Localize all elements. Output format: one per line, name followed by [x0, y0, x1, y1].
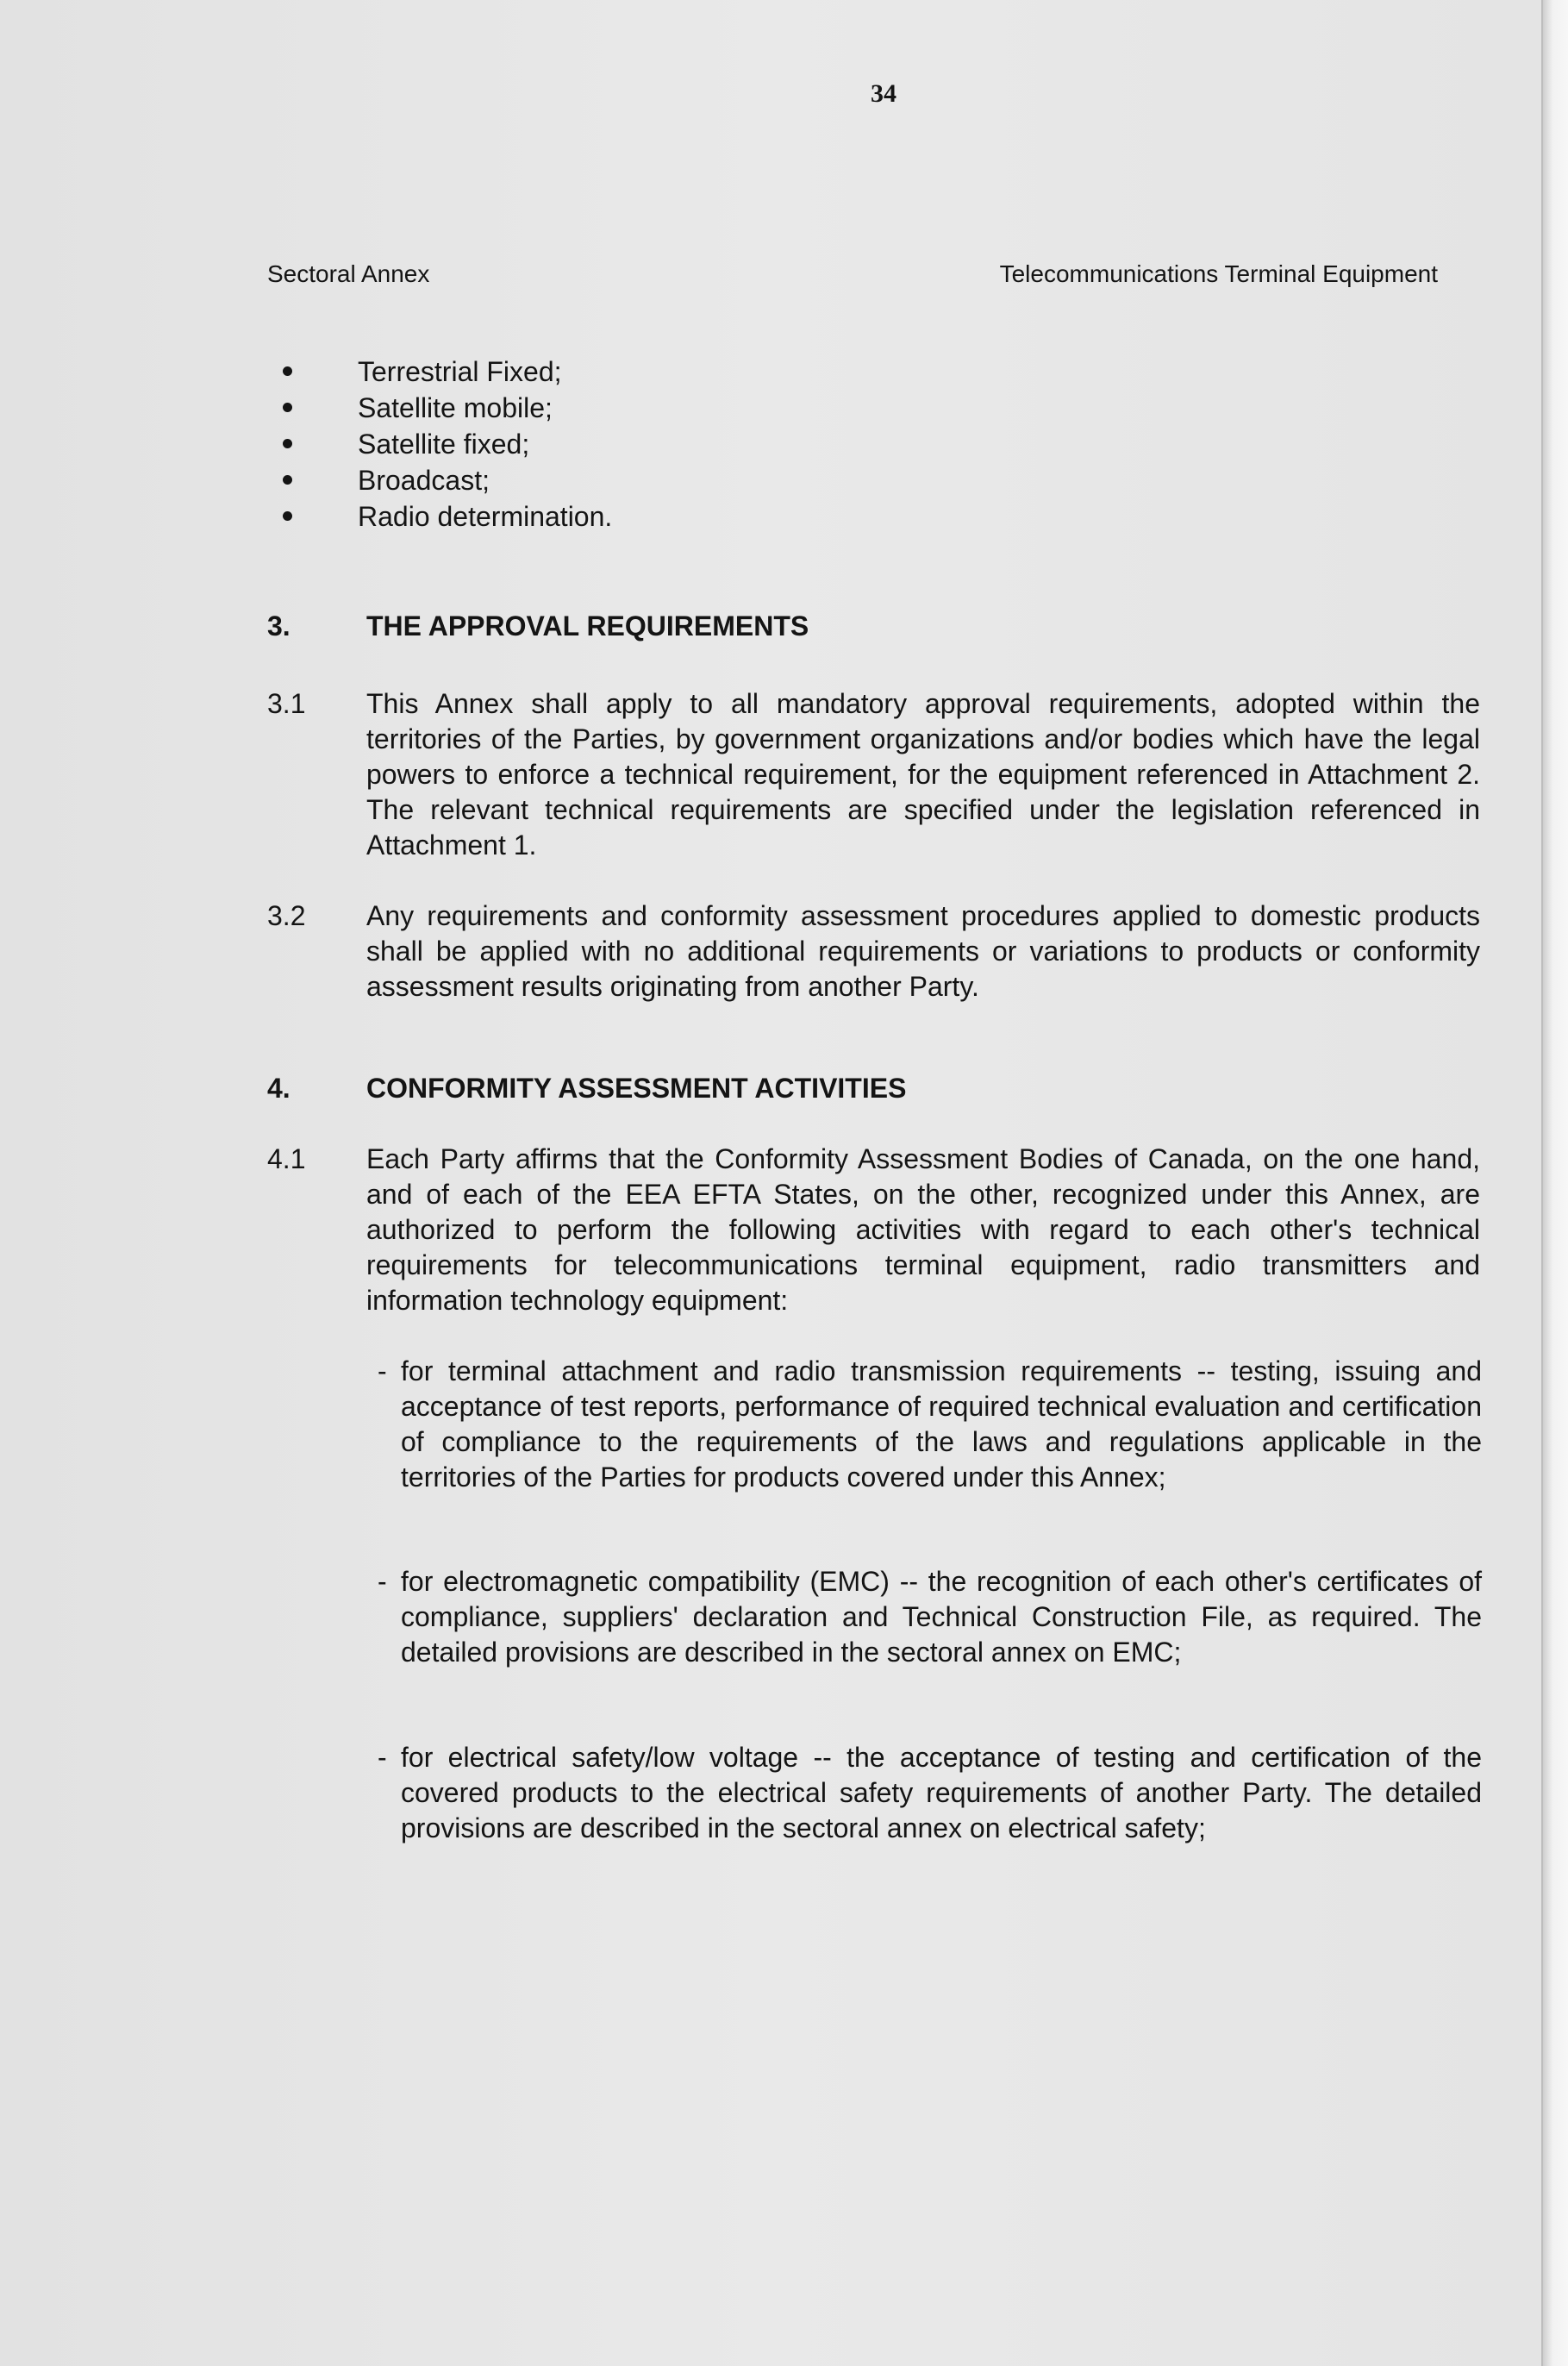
bullet-icon — [283, 403, 292, 412]
section-title: THE APPROVAL REQUIREMENTS — [366, 610, 809, 642]
list-item: Satellite fixed; — [358, 426, 612, 462]
list-item: Terrestrial Fixed; — [358, 354, 612, 390]
activity-item-terminal-attachment — [378, 1354, 1482, 1495]
list-item: Broadcast; — [358, 462, 612, 498]
paragraph-number: 4.1 — [267, 1143, 306, 1174]
list-item: Satellite mobile; — [358, 390, 612, 426]
activity-text: for electromagnetic compatibility (EMC) -- the recognition of each other's certificates of compliance, suppliers' declaration and Technical Construction File, as required. The detailed provisions are described in the sectoral annex on EMC; — [401, 1566, 1482, 1668]
activity-text: for terminal attachment and radio transmission requirements -- testing, issuing and acceptance of test reports, performance of required technical evaluation and certification of compliance to the requirements of the laws and regulations applicable in the territories of the Parties for products covered under this Annex; — [401, 1355, 1482, 1493]
paragraph-number: 3.2 — [267, 900, 306, 931]
paragraph-text: Any requirements and conformity assessment procedures applied to domestic products shall be applied with no additional requirements or variations to products or conformity assessment results originating from another Party. — [366, 900, 1480, 1002]
bullet-icon — [283, 511, 292, 521]
activity-item-emc — [378, 1564, 1482, 1670]
paragraph-number: 3.1 — [267, 688, 306, 719]
bullet-icon — [283, 439, 292, 448]
activity-item-electrical-safety — [378, 1740, 1482, 1846]
page-edge — [1541, 0, 1568, 2366]
bullet-icon — [283, 475, 292, 485]
dash-marker: - — [378, 1355, 387, 1386]
section-number: 3. — [267, 610, 290, 642]
page-number: 34 — [871, 79, 896, 108]
service-category-list — [358, 354, 612, 535]
running-header-left: Sectoral Annex — [267, 260, 430, 287]
section-number: 4. — [267, 1073, 290, 1104]
section-title: CONFORMITY ASSESSMENT ACTIVITIES — [366, 1073, 907, 1104]
bullet-icon — [283, 366, 292, 376]
list-item: Radio determination. — [358, 498, 612, 535]
dash-marker: - — [378, 1566, 387, 1597]
activity-text: for electrical safety/low voltage -- the acceptance of testing and certification of the covered products to the electrical safety requirements of another Party. The detailed provisions are described in the sectoral annex on electrical safety; — [401, 1742, 1482, 1843]
dash-marker: - — [378, 1742, 387, 1773]
paragraph-text: Each Party affirms that the Conformity Assessment Bodies of Canada, on the one hand, and of each of the EEA EFTA States, on the other, recognized under this Annex, are authorized to perform the following activities with regard to each other's technical requirements for telecommunications terminal equipment, radio transmitters and information technology equipment: — [366, 1143, 1480, 1316]
running-header-right: Telecommunications Terminal Equipment — [999, 260, 1438, 287]
paragraph-text: This Annex shall apply to all mandatory approval requirements, adopted within the territories of the Parties, by government organizations and/or bodies which have the legal powers to enforce a technical requirement, for the equipment referenced in Attachment 2. The relevant technical requirements are specified under the legislation referenced in Attachment 1. — [366, 688, 1480, 861]
